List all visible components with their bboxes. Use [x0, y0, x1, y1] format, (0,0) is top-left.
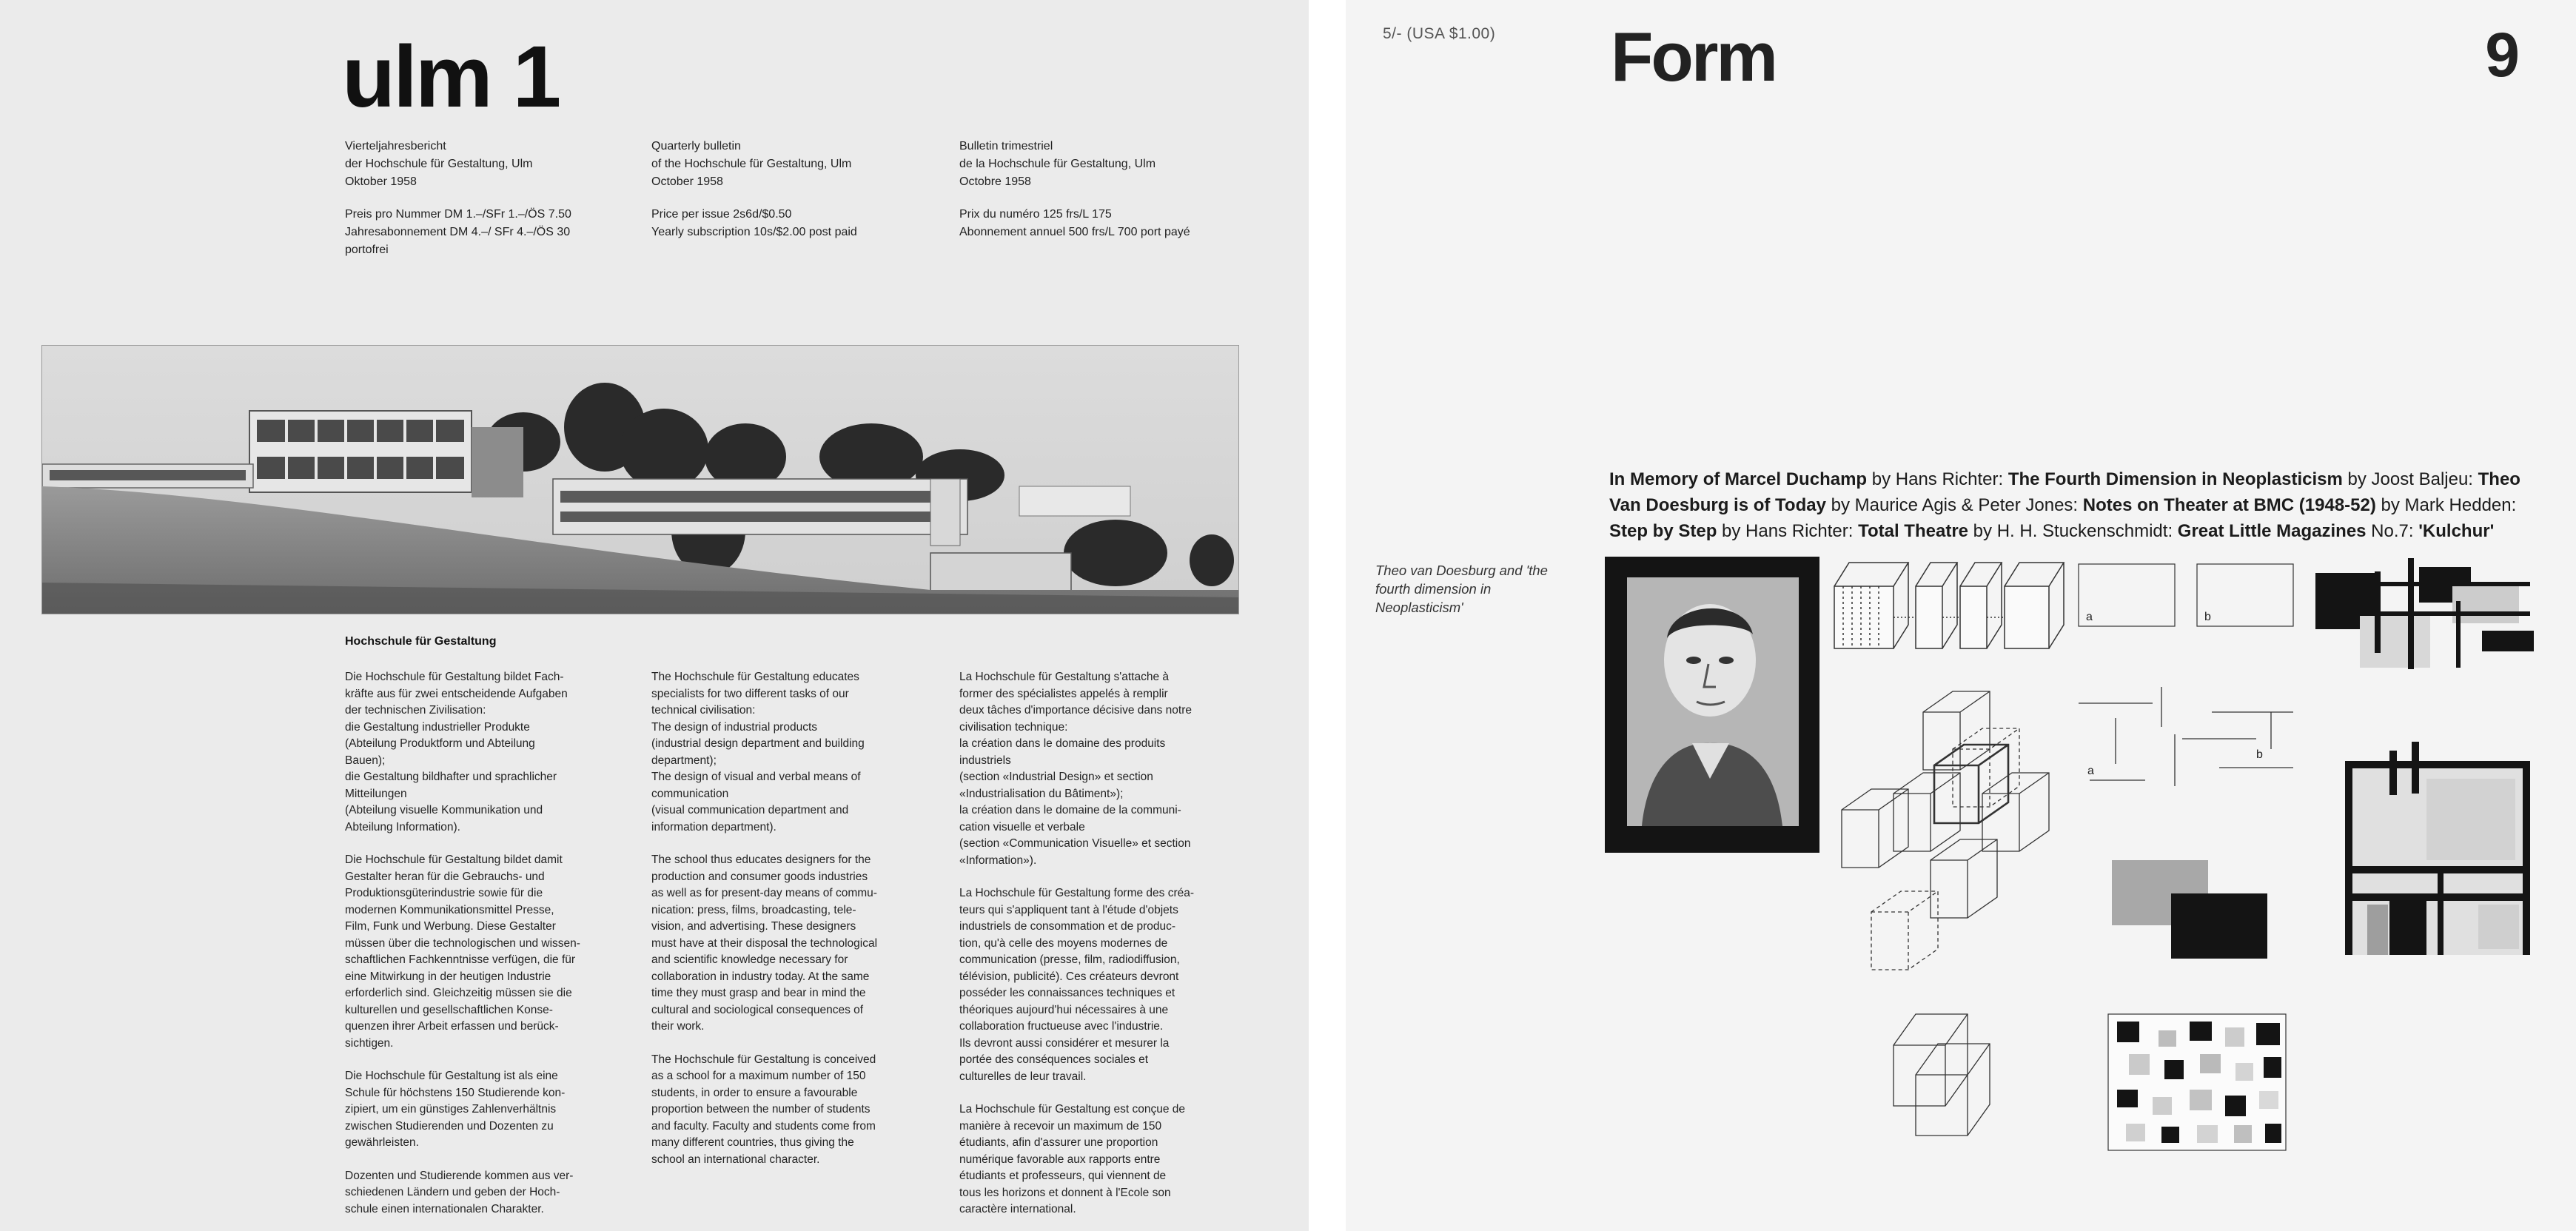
article-title: Notes on Theater at BMC (1948-52) [2082, 495, 2376, 515]
article-title: Theo Van Doesburg is of Today [1609, 469, 2520, 515]
figure-label-b: b [2256, 748, 2263, 761]
neoplastic-composition [2312, 558, 2534, 669]
article-title: The Fourth Dimension in Neoplasticism [2008, 469, 2343, 489]
price-info: Prix du numéro 125 frs/L 175 Abonnement annuel 500 frs/L 700 port payé [959, 208, 1190, 238]
figure-caption: Theo van Doesburg and 'the fourth dimension in Neoplasticism' [1375, 563, 1548, 615]
price-info: Preis pro Nummer DM 1.–/SFr 1.–/ÖS 7.50 Jahresabonnement DM 4.–/ SFr 4.–/ÖS 30 portofrei [345, 208, 571, 256]
stacked-cube-diagram [1894, 1014, 1990, 1136]
article-author: by Mark Hedden: [2375, 495, 2517, 515]
paragraph: Die Hochschule für Gestaltung ist als eine Schule für höchstens 150 Studierende kon- zipiert, um ein günstiges Zahlenverhältnis zwischen Studierenden und Dozenten zu gewährleisten. [345, 1070, 566, 1149]
cover-price: 5/- (USA $1.00) [1383, 25, 1496, 42]
price-info: Price per issue 2s6d/$0.50 Yearly subscription 10s/$2.00 post paid [651, 208, 857, 238]
overlapping-squares [2112, 860, 2267, 959]
cube-sequence-diagram [1834, 563, 2064, 648]
article-title: 'Kulchur' [2418, 521, 2495, 541]
article-author: by H. H. Stuckenschmidt: [1968, 521, 2178, 541]
article-author: No.7: [2366, 521, 2419, 541]
body-column-french [959, 669, 1252, 1231]
contents-list [1609, 466, 2549, 544]
publication-info: Quarterly bulletin of the Hochschule für Gestaltung, Ulm October 1958 [651, 140, 852, 188]
figure-label-b: b [2204, 611, 2211, 623]
plane-diagram [2079, 564, 2293, 626]
article-author: by Maurice Agis & Peter Jones: [1825, 495, 2083, 515]
article-author: by Hans Richter: [1717, 521, 1859, 541]
publication-info: Bulletin trimestriel de la Hochschule für Gestaltung, Ulm Octobre 1958 [959, 140, 1156, 188]
paragraph: Dozenten und Studierende kommen aus ver- schiedenen Ländern und geben der Hoch- schule einen internationalen Charakter. [345, 1169, 574, 1215]
paragraph: La Hochschule für Gestaltung forme des créa- teurs qui s'appliquent tant à l'étude d'objets industriels de consommation et de produc- tion, qu'à celle des moyens modernes de communication (presse, film, radiodiffusion, télévision, publicité). Ces créateurs devront posséder les connaissances techniques et théoriques aujourd'hui nécessaires à une collaboration fructueuse avec l'industrie. Ils devront aussi considérer et mesurer la portée des conséquences sociales et culturelles de leur travail. [959, 887, 1195, 1083]
issue-number: 9 [2485, 20, 2520, 90]
figure-label-a: a [2086, 611, 2093, 623]
body-column-german [345, 669, 638, 1231]
header-column-english [651, 138, 947, 241]
article-title: In Memory of Marcel Duchamp [1609, 469, 1868, 489]
header-column-german [345, 138, 641, 259]
exploded-plane-diagram [2079, 687, 2293, 786]
publication-info: Vierteljahresbericht der Hochschule für Gestaltung, Ulm Oktober 1958 [345, 140, 533, 188]
article-title: Total Theatre [1858, 521, 1969, 541]
form-title: Form [1611, 18, 1776, 95]
paragraph: The Hochschule für Gestaltung is conceived as a school for a maximum number of 150 students, in order to ensure a favourable proportion between the number of students and faculty. Faculty and students come from many different countries, thus giving the school an international character. [651, 1053, 876, 1166]
ulm-title: ulm 1 [342, 28, 560, 126]
tesseract-diagram [1842, 691, 2049, 970]
paragraph: La Hochschule für Gestaltung est conçue de manière à recevoir un maximum de 150 étudiants, afin d'assurer une proportion numérique favorable aux rapports entre étudiants et professeurs, qui viennent de tous les horizons et donnent à l'Ecole son caractère international. [959, 1103, 1186, 1215]
article-title: Great Little Magazines [2177, 521, 2367, 541]
neoplastic-composition-2 [2345, 742, 2530, 955]
paragraph: Die Hochschule für Gestaltung bildet Fach- kräfte aus für zwei entscheidende Aufgaben der technischen Zivilisation: die Gestaltung industrieller Produkte (Abteilung Produktform und Abteilung Bauen); die Gestaltung bildhafter und sprachlicher Mitteilungen (Abteilung visuelle Kommunikation und Abteilung Information). [345, 671, 568, 833]
paragraph: The school thus educates designers for the production and consumer goods industries as well as for present-day means of commu- nication: press, films, broadcasting, tele- vision, and advertising. These designers must have at their disposal the technological and scientific knowledge necessary for collaboration in industry today. At the same time they must grasp and bear in mind the cultural and sociological consequences of their work. [651, 853, 878, 1033]
checkerboard-composition [2108, 1014, 2286, 1150]
form-magazine-page [1346, 0, 2576, 1231]
figure-label-a: a [2087, 765, 2094, 777]
page-gutter [1309, 0, 1346, 1231]
portrait-photo [1605, 557, 1819, 853]
article-title: Step by Step [1609, 521, 1717, 541]
paragraph: Die Hochschule für Gestaltung bildet damit Gestalter heran für die Gebrauchs- und Produktionsgüterindustrie sowie für die modernen Kommunikationsmittel Presse, Film, Funk und Werbung. Diese Gestalter müssen über die technologischen und wissen- schaftlichen Fachkenntnisse verfügen, die für eine Mitwirkung in der heutigen Industrie erforderlich sind. Gleichzeitig müssen sie die kulturellen und gesellschaftlichen Konse- quenzen ihrer Arbeit erfassen und berück- sichtigen. [345, 853, 580, 1050]
article-author: by Hans Richter: [1867, 469, 2008, 489]
paragraph: The Hochschule für Gestaltung educates specialists for two different tasks of our technical civilisation: The design of industrial products (industrial design department and building department); The design of visual and verbal means of communication (visual communication department and information department). [651, 671, 865, 833]
article-author: by Joost Baljeu: [2342, 469, 2478, 489]
school-building-photo [41, 345, 1239, 614]
neoplasticism-illustrations [1605, 557, 2545, 1208]
paragraph: La Hochschule für Gestaltung s'attache à former des spécialistes appelés à remplir deux tâches d'importance décisive dans notre civilisation technique: la création dans le domaine des produits industriels (section «Industrial Design» et section «Industrialisation du Bâtiment»); la création dans le domaine de la communi- cation visuelle et verbale (section «Communication Visuelle» et section «Information»). [959, 671, 1193, 867]
header-column-french [959, 138, 1255, 241]
section-heading: Hochschule für Gestaltung [345, 635, 497, 648]
body-column-english [651, 669, 945, 1184]
